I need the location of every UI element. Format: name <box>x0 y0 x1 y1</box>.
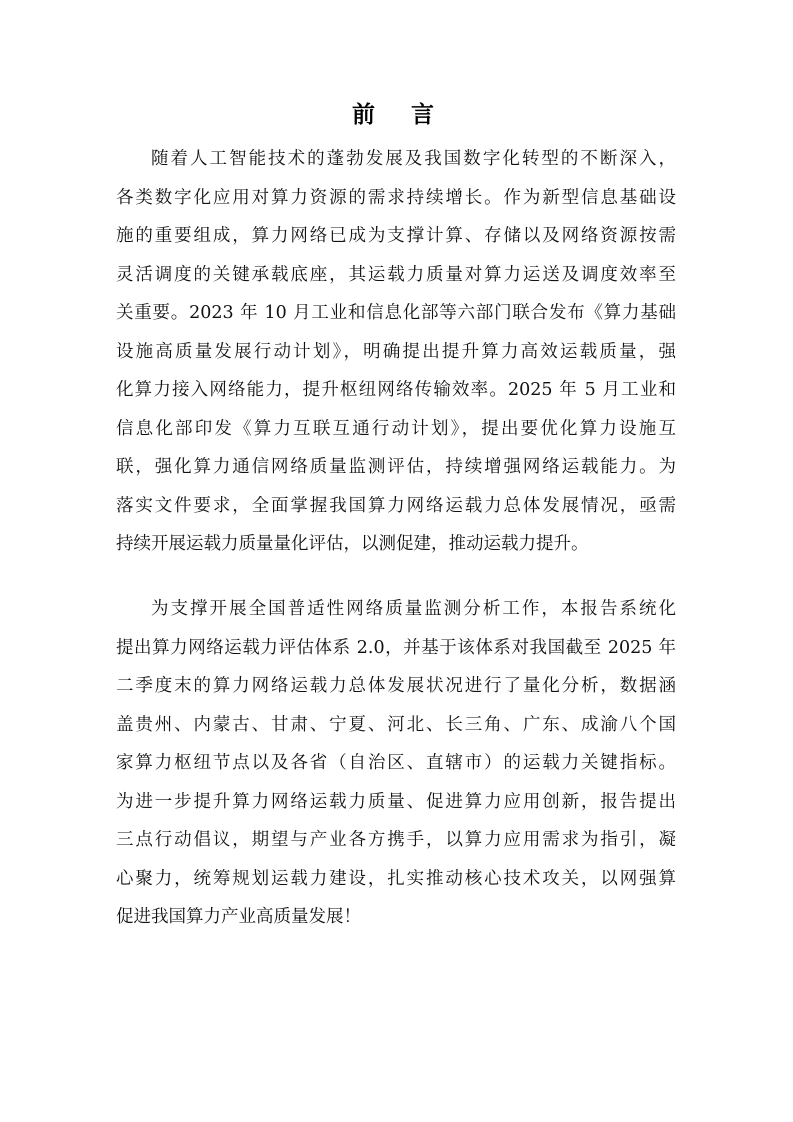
text-line: 为支撑开展全国普适性网络质量监测分析工作，本报告系统化 <box>151 599 676 619</box>
text-line: 落实文件要求，全面掌握我国算力网络运载力总体发展情况，亟需 <box>116 495 676 516</box>
text-line: 各类数字化应用对算力资源的需求持续增长。作为新型信息基础设 <box>116 187 676 208</box>
page-title: 前 言 <box>351 102 448 128</box>
text-line: 三点行动倡议，期望与产业各方携手，以算力应用需求为指引，凝 <box>116 830 676 850</box>
text-line: 关重要。2023 年 10 月工业和信息化部等六部门联合发布《算力基础 <box>116 303 676 323</box>
paragraph-2 <box>116 590 676 970</box>
text-line: 灵活调度的关键承载底座，其运载力质量对算力运送及调度效率至 <box>116 264 676 285</box>
text-line: 盖贵州、内蒙古、甘肃、宁夏、河北、长三角、广东、成渝八个国 <box>116 714 676 735</box>
text-line: 化算力接入网络能力，提升枢纽网络传输效率。2025 年 5 月工业和 <box>116 380 676 400</box>
text-line: 二季度末的算力网络运载力总体发展状况进行了量化分析，数据涵 <box>116 676 676 696</box>
text-line: 设施高质量发展行动计划》，明确提出提升算力高效运载质量，强 <box>116 341 676 362</box>
text-line: 信息化部印发《算力互联互通行动计划》，提出要优化算力设施互 <box>116 418 676 439</box>
paragraph-1 <box>116 140 676 580</box>
text-line: 持续开展运载力质量量化评估，以测促建，推动运载力提升。 <box>116 534 589 554</box>
text-line: 心聚力，统筹规划运载力建设，扎实推动核心技术攻关，以网强算 <box>116 868 676 889</box>
text-line: 促进我国算力产业高质量发展！ <box>116 907 361 927</box>
text-line: 为进一步提升算力网络运载力质量、促进算力应用创新，报告提出 <box>116 791 676 812</box>
text-line: 提出算力网络运载力评估体系 2.0，并基于该体系对我国截至 2025 年 <box>116 637 676 658</box>
text-line: 施的重要组成，算力网络已成为支撑计算、存储以及网络资源按需 <box>116 226 676 246</box>
text-line: 家算力枢纽节点以及各省（自治区、直辖市）的运载力关键指标。 <box>116 753 676 773</box>
text-line: 联，强化算力通信网络质量监测评估，持续增强网络运载能力。为 <box>116 457 676 477</box>
text-line: 随着人工智能技术的蓬勃发展及我国数字化转型的不断深入， <box>151 149 676 169</box>
